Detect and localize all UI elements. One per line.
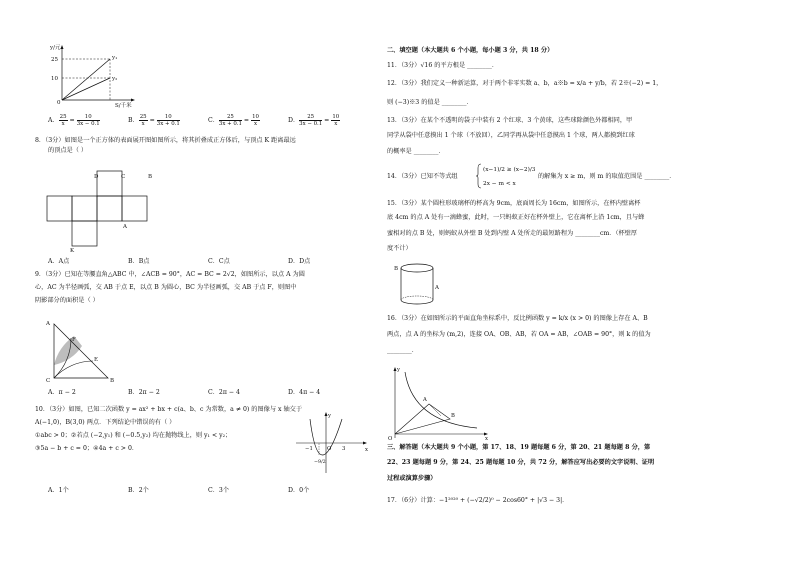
parab-label-m1: −1	[305, 446, 313, 452]
q7-num1: 25	[139, 114, 147, 120]
q7-option[interactable]	[288, 114, 340, 127]
q16-line1: 16．（3分）在如图所示的平面直角坐标系中，反比例函数 y = k/x (x > 0) 的图像上存在 A、B	[387, 315, 648, 322]
q8-option[interactable]: B．B点	[128, 258, 150, 265]
q7-frac-right	[157, 114, 180, 127]
q7-num2: 10	[252, 114, 259, 120]
parab-label-y: y	[328, 413, 331, 419]
q7-num2: 10	[332, 114, 340, 120]
net-label-K: K	[70, 248, 75, 254]
q7-den2: 3x − 0.1	[76, 121, 100, 127]
q7-den1: x	[141, 121, 145, 127]
hyp-label-A: A	[423, 397, 427, 403]
q7-option-letter: C．	[208, 117, 219, 124]
q7-frac-right	[331, 114, 340, 127]
q8-option[interactable]: C．C点	[208, 258, 230, 265]
q16-line3: ________．	[387, 347, 418, 354]
net-label-B: B	[148, 174, 153, 180]
q15-line4: 度不计）	[387, 245, 412, 252]
q7-eq: =	[324, 117, 330, 124]
tri-label-B: B	[110, 378, 115, 384]
q9-option[interactable]: B．2π − 2	[128, 389, 160, 396]
graph-y-axis-label: y/元	[50, 45, 61, 51]
parab-label-m9: −9/2	[314, 460, 326, 465]
triangle-arcs-figure	[42, 318, 122, 384]
q7-num1: 25	[59, 114, 67, 120]
q7-den1: 3x − 0.1	[299, 121, 323, 127]
graph-x-axis-label: S/千米	[115, 103, 132, 109]
q15-line3: 蜜相对的点 B 处，则蚂蚁从外壁 B 处到内壁 A 处所走的最短路程为 ________cm．（杯壁厚	[387, 230, 638, 237]
graph-origin: 0	[57, 100, 61, 106]
parab-label-o: O	[327, 446, 332, 452]
q9-option[interactable]: D．4π − 4	[288, 389, 321, 396]
section2-title: 二、填空题（本大题共 6 个小题，每小题 3 分，共 18 分）	[387, 47, 554, 54]
q10-line3: ①abc > 0；②若点 (−2,y₁) 和 (−0.5,y₂) 均在抛物线上，则 y₁ < y₂；	[35, 432, 232, 439]
q8-line2: 的顶点是（ ）	[48, 147, 88, 154]
q7-den2: 3x + 0.1	[156, 121, 180, 127]
q10-line2: A(−1,0)，B(3,0) 两点．下列结论中错误的有（ ）	[35, 419, 176, 426]
distance-cost-graph	[40, 42, 150, 109]
graph-tick-10: 10	[51, 76, 58, 82]
q7-num2: 10	[77, 114, 100, 121]
tri-label-A: A	[46, 321, 50, 327]
q7-eq: =	[69, 117, 75, 124]
q7-num2: 10	[157, 114, 180, 121]
q7-frac-right	[77, 114, 100, 127]
q7-num1: 25	[219, 114, 242, 121]
q7-option-letter: B．	[128, 117, 139, 124]
q7-den1: 3x + 0.1	[218, 121, 242, 127]
q7-frac-left	[59, 114, 68, 127]
q8-option[interactable]: A．A点	[48, 258, 70, 265]
q7-option[interactable]	[48, 114, 100, 127]
q7-frac-left	[139, 114, 148, 127]
q7-frac-left	[299, 114, 322, 127]
graph-line-y1: y₁	[112, 55, 118, 61]
section3-line3: 过程或演算步骤）	[387, 475, 437, 482]
graph-line-y2: y₂	[112, 76, 118, 82]
q8-option[interactable]: D．D点	[288, 258, 311, 265]
q10-option[interactable]: D．0个	[288, 487, 310, 494]
q7-eq: =	[149, 117, 155, 124]
hyp-label-x: x	[485, 436, 488, 442]
parab-label-p3: 3	[342, 446, 346, 452]
section3-line2: 22、23 题每题 9 分，第 24、25 题每题 10 分，共 72 分，解答应写出必要的文字说明、证明	[387, 459, 655, 466]
q10-option[interactable]: B．2个	[128, 487, 149, 494]
q9-option[interactable]: A．π − 2	[48, 389, 76, 396]
tri-label-F: F	[72, 337, 76, 343]
net-label-D: D	[94, 174, 99, 180]
q15-line1: 15．（3分）某个圆柱形玻璃杯的杯高为 9cm，底面周长为 16cm，如图所示，在杯内壁离杯	[387, 200, 641, 207]
hyp-label-y: y	[397, 367, 400, 373]
q7-option[interactable]	[128, 114, 180, 127]
q12-line1: 12．（3分）我们定义一种新运算，对于两个非零实数 a、b，a※b = x/a + y/b，若 2※(−2) = 1，	[387, 80, 663, 87]
q8-line1: 8．（3分）如图是一个正方体的表面展开图如图所示，将其折叠成正方体后，与顶点 K 距离最远	[35, 137, 296, 144]
q9-line3: 阴影部分的面积是（ ）	[35, 297, 99, 304]
q12-line2: 则 (−3)※3 的值是 ________．	[387, 99, 473, 106]
q7-option[interactable]	[208, 114, 260, 127]
q10-line1: 10．（3分）如图，已知二次函数 y = ax² + bx + c(a、b、c 为常数，a ≠ 0) 的图像与 x 轴交于	[35, 406, 303, 413]
parab-label-x: x	[365, 447, 368, 453]
cyl-label-A: A	[435, 285, 439, 291]
q7-frac-right	[251, 114, 260, 127]
q14-brace	[476, 163, 482, 189]
cylinder-figure	[393, 262, 443, 308]
q14-system-row1: (x−1)/2 ≥ (x−2)/3	[483, 167, 536, 173]
q7-frac-left	[219, 114, 242, 127]
q7-num1: 25	[299, 114, 322, 121]
section3-line1: 三、解答题（本大题共 9 个小题，第 17、18、19 题每题 6 分，第 20、21 题每题 8 分，第	[387, 444, 651, 451]
q13-line2: 同学从袋中任意摸出 1 个球（不放回），乙同学再从袋中任意摸出 1 个球，两人都摸到红球	[387, 132, 635, 139]
q16-line2: 两点，点 A 的坐标为 (m,2)，连接 OA、OB、AB，若 OA = AB，∠OAB = 90°，则 k 的值为	[387, 331, 651, 338]
hyp-label-B: B	[451, 413, 455, 419]
parabola-figure	[292, 411, 372, 477]
q14-suffix: 的解集为 x ≥ m，则 m 的取值范围是 ________．	[538, 173, 676, 180]
q13-line1: 13．（3分）在某个不透明的袋子中装有 2 个红球、3 个黄球，这些球除颜色外都相同，甲	[387, 117, 633, 124]
q14-prefix: 14．（3分）已知不等式组	[387, 173, 458, 180]
cube-net-figure	[45, 174, 165, 254]
q9-line2: 心，AC 为半径画弧，交 AB 于点 E，以点 B 为圆心，BC 为半径画弧，交 AB 于点 F，则图中	[35, 284, 297, 291]
q17: 17．（6分）计算：−1²⁰²⁰ + (−√2/2)⁰ − 2cos60° + |√3 − 3|．	[387, 497, 569, 504]
q14-system-row2: 2x − m < x	[483, 181, 516, 187]
cyl-label-B: B	[394, 266, 399, 272]
q7-den2: x	[254, 121, 258, 127]
hyp-label-o: O	[388, 436, 393, 442]
q7-den2: x	[334, 121, 338, 127]
q7-option-letter: D．	[288, 117, 300, 124]
q13-line3: 的概率是 ________．	[387, 148, 445, 155]
q7-option-letter: A．	[48, 117, 59, 124]
graph-tick-25: 25	[51, 57, 58, 63]
q9-option[interactable]: C．2π − 4	[208, 389, 240, 396]
net-label-C: C	[121, 174, 126, 180]
q15-line2: 底 4cm 的点 A 处有一滴蜂蜜，此时，一只蚂蚁正好在杯外壁上，它在离杯上沿 1cm，且与蜂	[387, 214, 645, 221]
net-label-A: A	[123, 224, 127, 230]
q10-option[interactable]: A．1个	[48, 487, 69, 494]
q10-line4: ③5a − b + c = 0；④4a + c > 0．	[35, 445, 139, 452]
q10-option[interactable]: C．3个	[208, 487, 230, 494]
q11: 11．（3分）√16 的平方根是 ________．	[387, 62, 499, 69]
tri-label-E: E	[94, 357, 99, 363]
tri-label-C: C	[46, 378, 51, 384]
hyperbola-figure	[385, 364, 495, 440]
q7-eq: =	[243, 117, 250, 124]
q9-line1: 9．（3分）已知在等腰直角△ABC 中，∠ACB = 90°，AC = BC = 2√2，如图所示，以点 A 为圆	[35, 271, 305, 278]
q7-den1: x	[61, 121, 65, 127]
